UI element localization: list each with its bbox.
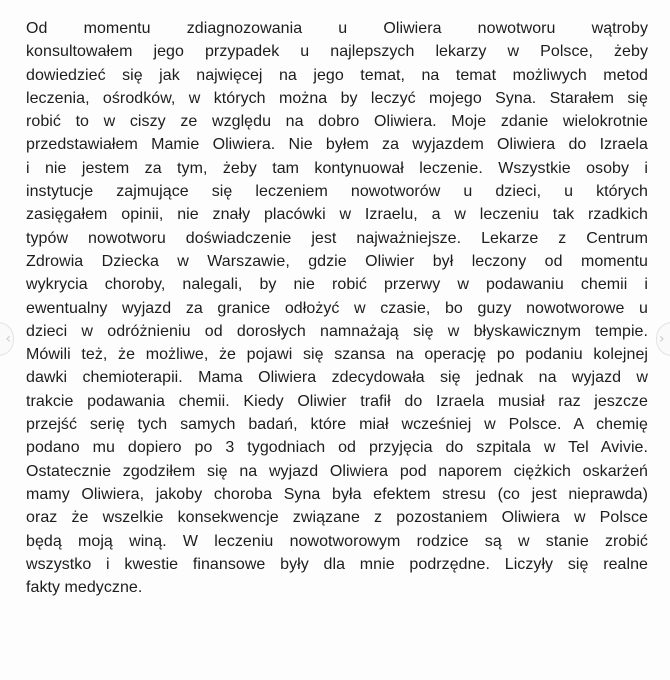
text-line: Od momentu zdiagnozowania u Oliwiera nowotworu wątroby — [26, 20, 648, 37]
text-line: Zdrowia Dziecka w Warszawie, gdzie Oliwier był leczony od momentu — [26, 252, 648, 270]
text-line: i nie jestem za tym, żeby tam kontynuował leczenie. Wszystkie osoby i — [26, 159, 648, 177]
next-arrow-button[interactable] — [656, 322, 670, 356]
text-line: przejść serię tych samych badań, które miał wcześniej w Polsce. A chemię — [26, 416, 648, 434]
text-line: leczenia, ośrodków, w których można by leczyć mojego Syna. Starałem się — [26, 89, 648, 107]
text-line: typów nowotworu doświadczenie jest najważniejsze. Lekarze z Centrum — [26, 229, 648, 247]
text-line: przedstawiałem Mamie Oliwiera. Nie byłem za wyjazdem Oliwiera do Izraela — [26, 136, 648, 154]
text-line: dawki chemioterapii. Mama Oliwiera zdecydowała się jednak na wyjazd w — [26, 369, 648, 387]
text-line: zasięgałem opinii, nie znały placówki w Izraelu, a w leczeniu tak rzadkich — [26, 206, 648, 224]
prev-arrow-button[interactable] — [0, 322, 14, 356]
chevron-left-icon: ‹ — [5, 331, 11, 347]
text-line: mamy Oliwiera, jakoby choroba Syna była efektem stresu (co jest nieprawda) — [26, 485, 648, 503]
statement-text — [26, 17, 648, 599]
text-line: będą moją winą. W leczeniu nowotworowym rodzice są w stanie zrobić — [26, 532, 648, 550]
text-line: instytucje zajmujące się leczeniem nowotworów u dzieci, u których — [26, 183, 648, 201]
text-line: podano mu dopiero po 3 tygodniach od przyjęcia do szpitala w Tel Avivie. — [26, 439, 648, 457]
text-line: ewentualny wyjazd za granice odłożyć w czasie, bo guzy nowotworowe u — [26, 299, 648, 317]
text-line: Ostatecznie zgodziłem się na wyjazd Oliwiera pod naporem ciężkich oskarżeń — [26, 462, 648, 480]
text-line: dzieci w odróżnieniu od dorosłych namnażają się w błyskawicznym tempie. — [26, 322, 648, 340]
text-line: wykrycia choroby, nalegali, by nie robić przerwy w podawaniu chemii i — [26, 276, 648, 294]
text-line: fakty medyczne. — [26, 579, 143, 597]
text-line: dowiedzieć się jak najwięcej na jego temat, na temat możliwych metod — [26, 66, 648, 84]
text-line: robić to w ciszy ze względu na dobro Oliwiera. Moje zdanie wielokrotnie — [26, 113, 648, 131]
text-line: wszystko i kwestie finansowe były dla mnie podrzędne. Liczyły się realne — [26, 555, 648, 573]
text-line: Mówili też, że możliwe, że pojawi się szansa na operację po podaniu kolejnej — [26, 346, 648, 364]
text-line: trakcie podawania chemii. Kiedy Oliwier trafił do Izraela musiał raz jeszcze — [26, 392, 648, 410]
chevron-right-icon: › — [659, 331, 665, 347]
text-line: oraz że wszelkie konsekwencje związane z pozostaniem Oliwiera w Polsce — [26, 509, 648, 527]
text-line: konsultowałem jego przypadek u najlepszych lekarzy w Polsce, żeby — [26, 43, 648, 61]
